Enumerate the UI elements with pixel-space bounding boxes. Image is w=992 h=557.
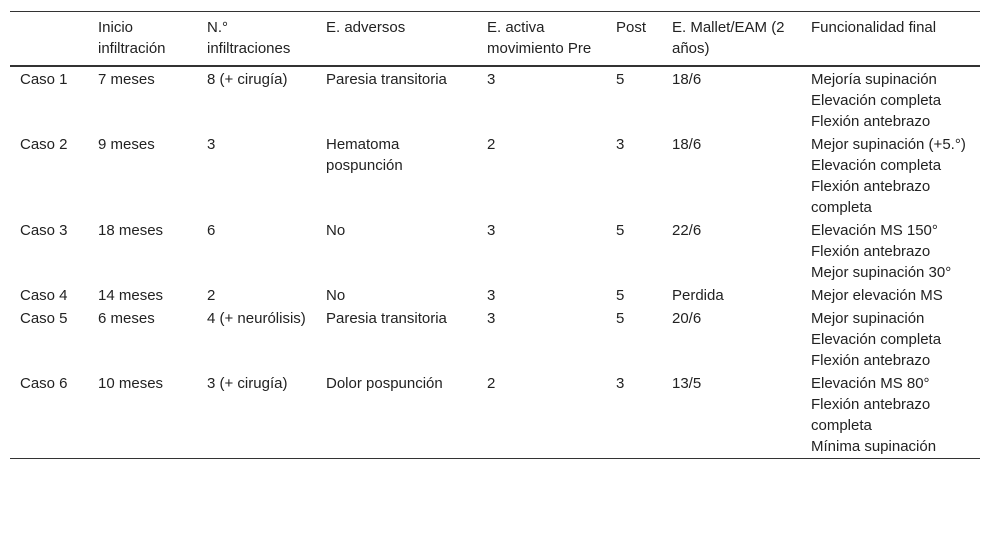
funcionalidad-line: Elevación completa xyxy=(811,92,942,109)
header-pre: E. activa movimiento Pre xyxy=(487,19,592,57)
funcionalidad-line: Mejor supinación xyxy=(811,310,925,327)
funcionalidad-line: Flexión antebrazo xyxy=(811,113,931,130)
cell-post: 5 xyxy=(616,71,625,88)
cell-infiltraciones: 4 (+ neurólisis) xyxy=(207,310,306,327)
cell-mallet: Perdida xyxy=(672,287,724,304)
cell-inicio: 7 meses xyxy=(98,71,155,88)
cell-inicio: 18 meses xyxy=(98,222,164,239)
header-row xyxy=(10,12,980,67)
results-table xyxy=(10,11,980,459)
funcionalidad-line: Elevación MS 150° xyxy=(811,222,938,239)
funcionalidad-line: Mejor supinación 30° xyxy=(811,264,952,281)
header-adversos: E. adversos xyxy=(326,19,406,36)
table-row xyxy=(10,307,980,372)
cell-mallet: 13/5 xyxy=(672,375,702,392)
cell-caso: Caso 3 xyxy=(20,222,68,239)
cell-mallet: 20/6 xyxy=(672,310,702,327)
funcionalidad-line: Mejoría supinación xyxy=(811,71,937,88)
cell-funcionalidad xyxy=(801,66,980,133)
cell-caso: Caso 5 xyxy=(20,310,68,327)
cell-post: 5 xyxy=(616,222,625,239)
cell-post: 3 xyxy=(616,136,625,153)
cell-post: 5 xyxy=(616,310,625,327)
cell-caso: Caso 1 xyxy=(20,71,68,88)
cell-funcionalidad xyxy=(801,219,980,284)
cell-mallet: 18/6 xyxy=(672,136,702,153)
funcionalidad-line: Flexión antebrazo xyxy=(811,352,931,369)
cell-post: 5 xyxy=(616,287,625,304)
cell-adversos: No xyxy=(326,287,346,304)
cell-inicio: 9 meses xyxy=(98,136,155,153)
cell-mallet: 18/6 xyxy=(672,71,702,88)
table-row xyxy=(10,66,980,133)
header-post: Post xyxy=(616,19,647,36)
cell-adversos: No xyxy=(326,222,346,239)
cell-adversos: Paresia transitoria xyxy=(326,71,447,88)
funcionalidad-line: Flexión antebrazo completa xyxy=(811,396,931,434)
cell-mallet: 22/6 xyxy=(672,222,702,239)
cell-adversos: Paresia transitoria xyxy=(326,310,447,327)
table-body xyxy=(10,66,980,459)
cell-inicio: 14 meses xyxy=(98,287,164,304)
table-header xyxy=(10,12,980,67)
funcionalidad-line: Elevación MS 80° xyxy=(811,375,930,392)
header-mallet: E. Mallet/EAM (2 años) xyxy=(672,19,785,57)
cell-funcionalidad xyxy=(801,133,980,219)
results-table-container xyxy=(10,11,980,459)
cell-funcionalidad xyxy=(801,284,980,307)
funcionalidad-line: Flexión antebrazo completa xyxy=(811,178,931,216)
funcionalidad-line: Mínima supinación xyxy=(811,438,937,455)
cell-funcionalidad xyxy=(801,307,980,372)
cell-infiltraciones: 2 xyxy=(207,287,216,304)
cell-pre: 2 xyxy=(487,136,496,153)
cell-pre: 2 xyxy=(487,375,496,392)
cell-pre: 3 xyxy=(487,71,496,88)
table-row xyxy=(10,133,980,219)
cell-pre: 3 xyxy=(487,310,496,327)
cell-caso: Caso 6 xyxy=(20,375,68,392)
cell-inicio: 10 meses xyxy=(98,375,164,392)
cell-infiltraciones: 3 xyxy=(207,136,216,153)
cell-infiltraciones: 3 (+ cirugía) xyxy=(207,375,288,392)
funcionalidad-line: Elevación completa xyxy=(811,331,942,348)
cell-adversos: Dolor pospunción xyxy=(326,375,443,392)
cell-caso: Caso 2 xyxy=(20,136,68,153)
funcionalidad-line: Mejor elevación MS xyxy=(811,287,943,304)
cell-inicio: 6 meses xyxy=(98,310,155,327)
header-infiltraciones: N.° infiltraciones xyxy=(207,19,291,57)
cell-infiltraciones: 6 xyxy=(207,222,216,239)
table-row xyxy=(10,284,980,307)
cell-pre: 3 xyxy=(487,287,496,304)
funcionalidad-line: Mejor supinación (+5.°) xyxy=(811,136,966,153)
cell-post: 3 xyxy=(616,375,625,392)
header-inicio: Inicio infiltración xyxy=(98,19,166,57)
table-row xyxy=(10,219,980,284)
funcionalidad-line: Flexión antebrazo xyxy=(811,243,931,260)
cell-pre: 3 xyxy=(487,222,496,239)
cell-adversos: Hematoma pospunción xyxy=(326,136,403,174)
cell-infiltraciones: 8 (+ cirugía) xyxy=(207,71,288,88)
funcionalidad-line: Elevación completa xyxy=(811,157,942,174)
table-row xyxy=(10,372,980,459)
cell-funcionalidad xyxy=(801,372,980,459)
header-case xyxy=(10,12,88,67)
cell-caso: Caso 4 xyxy=(20,287,68,304)
header-funcionalidad: Funcionalidad final xyxy=(811,19,937,36)
